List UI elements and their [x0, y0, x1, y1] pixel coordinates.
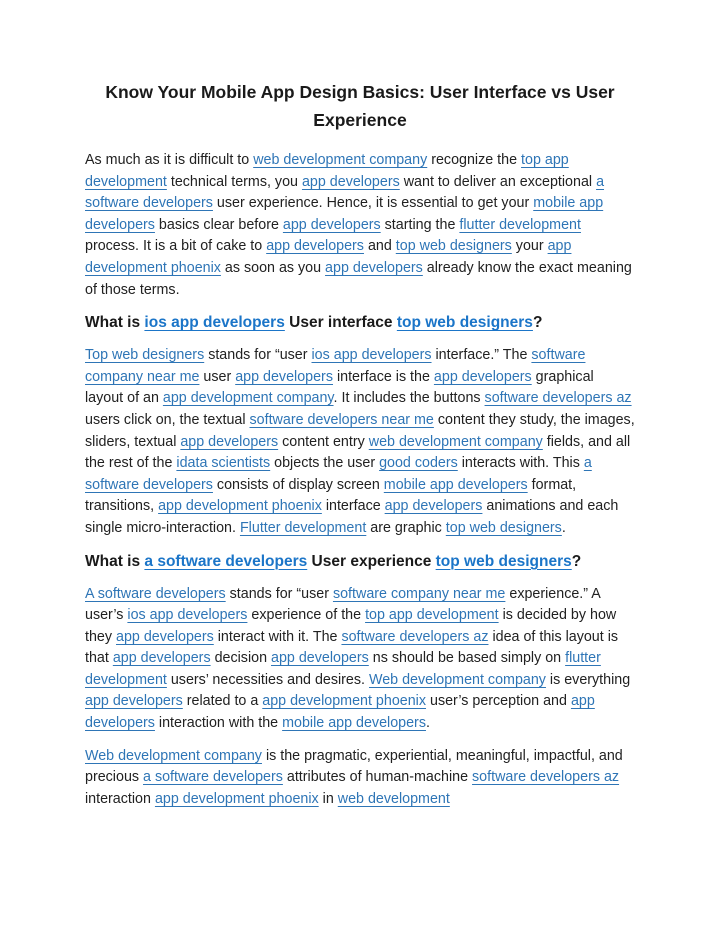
text-link[interactable]: flutter development	[85, 650, 601, 688]
text-run: related to a	[182, 693, 263, 710]
text-run: As much as it is difficult to	[85, 152, 254, 168]
text-run: interact with it. The	[213, 628, 342, 645]
text-link[interactable]: ios app developers	[127, 607, 248, 624]
text-link[interactable]: Flutter development	[239, 519, 367, 536]
text-run: basics clear before	[154, 216, 283, 233]
text-run: ?	[532, 314, 543, 332]
text-run: format, transitions,	[85, 476, 577, 515]
text-link[interactable]: a software developers	[143, 769, 283, 786]
text-run: .	[425, 715, 430, 732]
text-run: graphical layout of an	[85, 368, 594, 407]
text-link[interactable]: app developers	[271, 650, 369, 667]
text-link[interactable]: software developers near me	[249, 411, 434, 428]
text-link[interactable]: Web development company	[85, 747, 262, 764]
text-run: technical terms, you	[166, 173, 302, 190]
text-link[interactable]: app development company	[162, 390, 334, 407]
text-link[interactable]: web development company	[368, 433, 543, 450]
text-run: experience of the	[247, 607, 366, 624]
text-run: ?	[571, 552, 582, 570]
text-run: decision	[210, 650, 272, 667]
text-link[interactable]: mobile app developers	[282, 715, 426, 732]
text-link[interactable]: good coders	[379, 455, 458, 472]
text-link[interactable]: app developers	[235, 368, 333, 385]
text-link[interactable]: app development phoenix	[85, 238, 572, 276]
text-run: user’s perception and	[426, 693, 571, 710]
text-run: is the pragmatic, experiential, meaningful, impactful, and precious	[85, 747, 623, 786]
paragraph	[85, 746, 635, 811]
text-run: interacts with. This	[457, 455, 584, 472]
text-link[interactable]: app developers	[384, 498, 483, 515]
text-run: What is	[85, 314, 145, 332]
text-run: attributes of human-machine	[282, 769, 473, 786]
text-link[interactable]: Top web designers	[85, 347, 205, 364]
text-link[interactable]: app development phoenix	[154, 790, 319, 807]
text-run: already know the exact meaning of those terms.	[85, 259, 632, 298]
text-run: fields, and all the rest of the	[85, 433, 631, 472]
text-link[interactable]: software company near me	[332, 585, 506, 602]
text-run: What is	[85, 552, 145, 570]
text-link[interactable]: top web designers	[445, 519, 562, 536]
text-link[interactable]: app developers	[433, 368, 532, 385]
text-run: interaction with the	[154, 715, 283, 732]
text-run: in	[318, 790, 338, 807]
text-run: want to deliver an exceptional	[399, 173, 597, 190]
text-run: animations and each single micro-interaction.	[85, 498, 619, 536]
text-link[interactable]: app developers	[282, 216, 381, 233]
text-run: is everything	[545, 671, 631, 688]
text-run: users click on, the textual	[85, 411, 250, 428]
text-run: user	[199, 368, 236, 385]
text-link[interactable]: app developers	[301, 173, 400, 190]
text-link[interactable]: app developers	[112, 650, 211, 667]
text-link[interactable]: web development company	[253, 152, 428, 168]
text-link[interactable]: Web development company	[368, 671, 546, 688]
text-link[interactable]: top web designers	[395, 238, 512, 255]
text-run: User interface	[284, 314, 397, 332]
text-run: ns should be based simply on	[368, 650, 566, 667]
text-run: interface	[321, 498, 385, 515]
text-run: starting the	[380, 216, 460, 233]
text-run: idea of this layout is that	[85, 628, 619, 667]
section-heading	[85, 551, 635, 573]
text-run: objects the user	[270, 455, 380, 472]
text-link[interactable]: app development phoenix	[158, 498, 322, 515]
text-link[interactable]: app developers	[85, 693, 183, 710]
paragraph	[85, 345, 635, 539]
text-link[interactable]: app developers	[116, 628, 214, 645]
text-run: stands for “user	[204, 347, 312, 364]
text-run: content they study, the images, sliders, textual	[85, 411, 635, 450]
text-link[interactable]: mobile app developers	[85, 195, 604, 233]
paragraph	[85, 150, 635, 301]
text-link[interactable]: flutter development	[459, 216, 581, 233]
text-link[interactable]: app development phoenix	[262, 693, 427, 710]
text-link[interactable]: a software developers	[85, 173, 605, 212]
text-run: interface.” The	[431, 347, 532, 364]
text-run: content entry	[278, 433, 369, 450]
text-link[interactable]: web development	[337, 790, 450, 807]
text-run: are graphic	[366, 519, 446, 536]
text-run: interface is the	[332, 368, 434, 385]
text-link[interactable]: idata scientists	[176, 455, 271, 472]
text-run: User experience	[307, 552, 436, 570]
text-link[interactable]: ios app developers	[311, 347, 432, 364]
text-link[interactable]: mobile app developers	[383, 476, 528, 493]
text-run: as soon as you	[220, 259, 326, 276]
text-link[interactable]: top app development	[85, 152, 569, 190]
text-link[interactable]: a software developers	[85, 455, 592, 493]
text-run: . It includes the buttons	[333, 390, 485, 407]
text-link[interactable]: app developers	[325, 259, 423, 276]
text-run: recognize the	[427, 152, 522, 168]
text-run: .	[561, 519, 566, 536]
text-link[interactable]: top app development	[365, 607, 499, 624]
text-run: interaction	[85, 790, 155, 807]
document-body	[85, 150, 635, 810]
text-link[interactable]: A software developers	[85, 585, 226, 602]
text-link[interactable]: top web designers	[435, 552, 572, 570]
text-run: your	[511, 238, 548, 255]
document-title: Know Your Mobile App Design Basics: User Interface vs User Experience	[105, 82, 615, 130]
text-run: and	[363, 238, 396, 255]
text-link[interactable]: software developers az	[341, 628, 489, 645]
text-run: is decided by how they	[85, 607, 617, 645]
text-link[interactable]: ios app developers	[144, 314, 285, 332]
text-run: experience.” A user’s	[85, 585, 600, 624]
text-link[interactable]: app developers	[85, 693, 595, 732]
text-run: stands for “user	[225, 585, 333, 602]
section-heading	[85, 312, 635, 334]
text-link[interactable]: software company near me	[85, 347, 586, 385]
text-link[interactable]: a software developers	[144, 552, 308, 570]
text-run: users’ necessities and desires.	[166, 671, 369, 688]
text-link[interactable]: top web designers	[396, 314, 533, 332]
text-run: consists of display screen	[212, 476, 384, 493]
text-run: process. It is a bit of cake to	[85, 238, 267, 255]
text-link[interactable]: app developers	[266, 238, 364, 255]
paragraph	[85, 584, 635, 735]
text-link[interactable]: app developers	[180, 433, 279, 450]
text-run: user experience. Hence, it is essential to get your	[212, 195, 534, 212]
text-link[interactable]: software developers az	[472, 769, 620, 786]
text-link[interactable]: software developers az	[484, 390, 632, 407]
